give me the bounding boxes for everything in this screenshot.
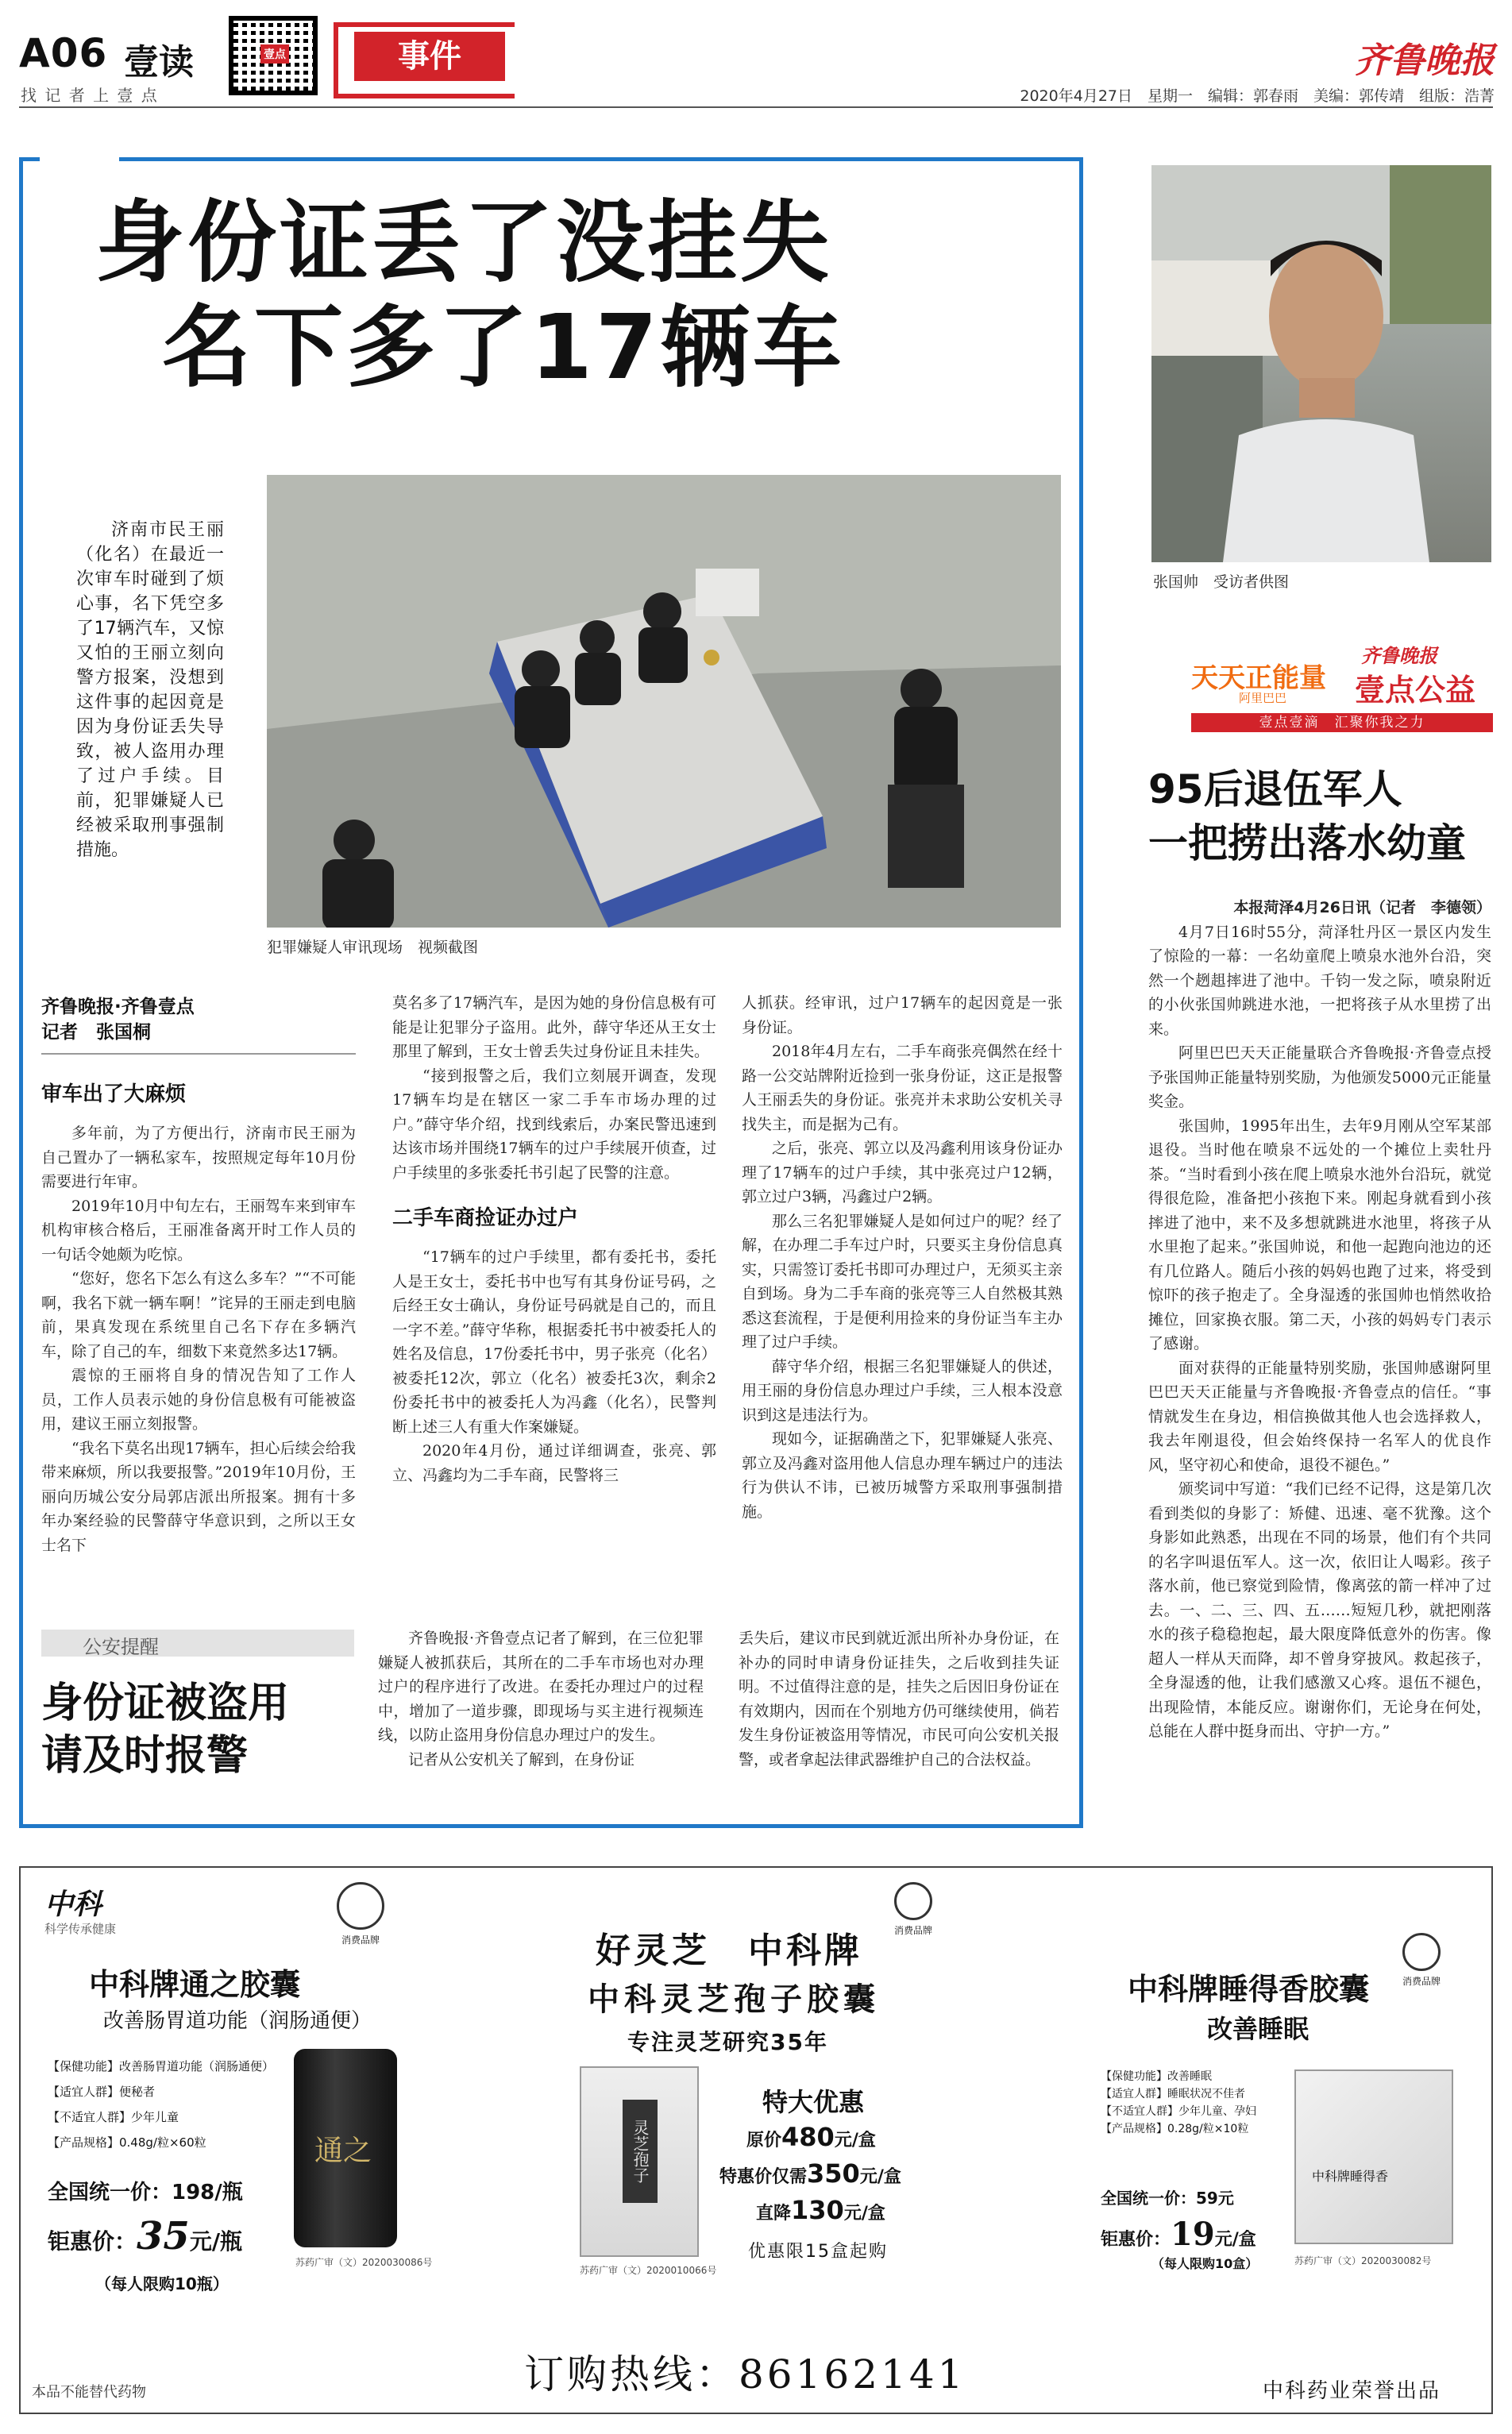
ad1-limit: （每人限购10瓶） <box>95 2274 229 2293</box>
ad3-price: 全国统一价：59元 <box>1101 2189 1234 2208</box>
spec-line: 【适宜人群】便秘者 <box>48 2085 156 2099</box>
byline-paper: 齐鲁晚报·齐鲁壹点 <box>41 997 195 1017</box>
sidebar-photo-caption: 张国帅 受访者供图 <box>1153 573 1290 591</box>
ad1-bottle-label: 通之 <box>314 2135 372 2167</box>
spec-line: 【不适宜人群】少年儿童 <box>48 2110 179 2124</box>
spec-line: 【保健功能】改善肠胃道功能（润肠通便） <box>48 2059 275 2073</box>
paragraph: “17辆车的过户手续里，都有委托书，委托人是王女士，委托书中也写有其身份证号码，之后经王女士确认，身份证号码就是自己的，而且一字不差。”薛守华称，根据委托书中被委托人的姓名及信息，17份委托书中，男子张亮（化名）被委托12次，郭立（化名）被委托3次，剩余2份委托书中的被委托人为冯鑫（化名），民警判断上述三人有重大作案嫌疑。 <box>392 1248 716 1436</box>
ad-product-1[interactable] <box>32 1882 524 2390</box>
price-unit: 元/盒 <box>834 2131 876 2150</box>
spec-line: 【适宜人群】睡眠状况不佳者 <box>1101 2088 1245 2100</box>
paragraph: 丢失后，建议市民到就近派出所补办身份证，在补办的同时申请身份证挂失，之后收到挂失证明。不过值得注意的是，挂失之后因旧身份证在有效期内，因而在个别地方仍可继续使用，倘若发生身份证被盗用等情况，市民可向公安机关报警，或者拿起法律武器维护自己的合法权益。 <box>739 1630 1059 1769</box>
logo-slogan: 壹点壹滴 汇聚你我之力 <box>1191 713 1493 732</box>
tip-title-line2: 请及时报警 <box>41 1732 249 1780</box>
paragraph: 那么三名犯罪嫌疑人是如何过户的呢？经了解，在办理二手车过户时，只要买主身份信息真实，只需签订委托书即可办理过户，无须买主亲自到场。身为二手车商的张亮等三人自然极其熟悉这套流程，于是便利用捡来的身份证当车主办理了过户手续。 <box>742 1212 1063 1351</box>
price-label: 原价 <box>746 2131 782 2150</box>
spec-line: 【不适宜人群】少年儿童、孕妇 <box>1101 2105 1256 2118</box>
paragraph: “您好，您名下怎么有这么多车？”“不可能啊，我名下就一辆车啊！”诧异的王丽走到电脑前，果真发现在系统里自己名下存在多辆汽车，除了自己的车，细数下来竟然多达17辆。 <box>41 1270 356 1360</box>
paragraph: 2018年4月左右，二手车商张亮偶然在经十路一公交站牌附近捡到一张身份证，这正是报警人王丽丢失的身份证。张亮并未求助公安机关寻找失主，而是据为己有。 <box>742 1043 1063 1133</box>
byline-reporter: 记者 张国桐 <box>41 1022 151 1043</box>
ad2-limit: 优惠限15盒起购 <box>748 2242 888 2262</box>
paragraph: 2020年4月份，通过详细调查，张亮、郭立、冯鑫均为二手车商，民警将三 <box>392 1442 716 1484</box>
ad2-price-1 <box>746 2122 876 2152</box>
ad-disclaimer: 本品不能替代药物 <box>32 2384 146 2401</box>
ad2-box-label: 灵芝孢子 <box>623 2100 658 2203</box>
charity-logo <box>1191 640 1493 732</box>
price-label: 直降 <box>756 2204 792 2224</box>
ad-maker: 中科药业荣誉出品 <box>1263 2379 1441 2403</box>
lead-summary: 济南市民王丽（化名）在最近一次审车时碰到了烦心事，名下凭空多了17辆汽车，又惊又怕的王丽立刻向警方报案，没想到这件事的起因竟是因为身份证丢失导致，被人盗用办理了过户手续。目前，犯罪嫌疑人已经被采取刑事强制措施。 <box>76 520 224 860</box>
masthead-sub: 找 记 者 上 壹 点 <box>21 86 159 105</box>
ad2-badge <box>894 1882 932 1920</box>
paragraph: 现如今，证据确凿之下，犯罪嫌疑人张亮、郭立及冯鑫对盗用他人信息办理车辆过户的违法行为供认不讳，已被历城警方采取刑事强制措施。 <box>742 1430 1063 1521</box>
paragraph: “我名下莫名出现17辆车，担心后续会给我带来麻烦，所以我要报警。”2019年10月份，王丽向历城公安分局郭店派出所报案。拥有十多年办案经验的民警薛守华意识到，之所以王女士名下 <box>41 1439 356 1554</box>
ad3-badge-label: 消费品牌 <box>1402 1976 1441 1987</box>
paragraph: 阿里巴巴天天正能量联合齐鲁晚报·齐鲁壹点授予张国帅正能量特别奖励，为他颁发5000元正能量奖金。 <box>1148 1044 1491 1110</box>
sidebar-body <box>1148 896 1491 1849</box>
tip-label: 公安提醒 <box>83 1636 159 1658</box>
subhead-2: 二手车商捡证办过户 <box>392 1206 579 1230</box>
logo-paper: 齐鲁晚报 <box>1361 644 1437 667</box>
byline-rule <box>41 1053 356 1055</box>
tag-frame-top <box>334 22 515 27</box>
ad1-price: 全国统一价：198/瓶 <box>48 2181 243 2204</box>
masthead-rule <box>19 106 1493 108</box>
sidebar-title <box>1148 762 1466 870</box>
paragraph: 人抓获。经审讯，过户17辆车的起因竟是一张身份证。 <box>742 994 1063 1036</box>
ad1-deal-label: 钜惠价： <box>48 2228 137 2255</box>
price-label: 特惠价仅需 <box>719 2167 808 2187</box>
page-number: A06 <box>19 30 108 76</box>
ad2-title2: 中科灵芝孢子胶囊 <box>588 1981 880 2018</box>
ad1-specs <box>48 2054 274 2155</box>
ad1-badge <box>337 1882 384 1930</box>
lead-column-1 <box>41 1063 356 1603</box>
ad3-limit: （每人限购10盒） <box>1151 2256 1259 2271</box>
paragraph: “接到报警之后，我们立刻展开调查，发现17辆车均是在辖区一家二手车市场办理的过户。”薛守华介绍，找到线索后，办案民警迅速到达该市场并围绕17辆车的过户手续展开侦查，过户手续里的多张委托书引起了民警的注意。 <box>392 1067 716 1182</box>
paper-logo: 齐鲁晚报 <box>1355 41 1495 81</box>
order-hotline[interactable]: 订购热线：86162141 <box>524 2351 966 2397</box>
ad-product-2[interactable] <box>548 1882 993 2295</box>
ad1-deal-price: 35 <box>137 2214 190 2258</box>
ad1-subtitle: 改善肠胃道功能（润肠通便） <box>103 2009 372 2033</box>
paragraph: 记者从公安机关了解到，在身份证 <box>408 1750 635 1769</box>
sidebar-title-line1: 95后退伍军人 <box>1148 766 1402 812</box>
tip-title <box>41 1677 289 1782</box>
price-unit: 元/盒 <box>843 2204 885 2224</box>
qr-caption: 壹点 <box>260 44 289 64</box>
ad2-price-2 <box>719 2158 901 2189</box>
paragraph: 4月7日16时55分，菏泽牡丹区一景区内发生了惊险的一幕：一名幼童爬上喷泉水池外台沿，突然一个趔趄摔进了池中。千钧一发之际，喷泉附近的小伙张国帅跳进水池，一把将孩子从水里捞了出来。 <box>1148 923 1491 1038</box>
ad3-badge <box>1402 1933 1441 1971</box>
ad3-box <box>1294 2069 1453 2244</box>
paragraph: 2019年10月中旬左右，王丽驾车来到审车机构审核合格后，王丽准备离开时工作人员的一句话令她颇为吃惊。 <box>41 1197 356 1263</box>
tip-column-2 <box>739 1626 1059 1817</box>
ad2-price-3 <box>756 2195 885 2225</box>
ad3-deal-label: 钜惠价： <box>1101 2230 1171 2250</box>
qr-code[interactable] <box>229 16 318 95</box>
ad1-title: 中科牌通之胶囊 <box>89 1967 301 2002</box>
date-line: 2020年4月27日 星期一 编辑：郭春雨 美编：郭传靖 组版：浩菁 <box>1020 87 1495 105</box>
logo-charity: 壹点公益 <box>1355 673 1476 708</box>
ad1-reg: 苏药广审（文）2020030086号 <box>295 2257 433 2268</box>
ad3-box-label: 中科牌睡得香 <box>1312 2169 1389 2184</box>
paragraph: 震惊的王丽将自身的情况告知了工作人员，工作人员表示她的身份信息极有可能被盗用，建议王丽立刻报警。 <box>41 1367 356 1433</box>
interrogation-scene-image <box>267 475 1061 928</box>
byline <box>41 994 195 1045</box>
paragraph: 张国帅，1995年出生，去年9月刚从空军某部退役。当时他在喷泉不远处的一个摊位上卖牡丹茶。“当时看到小孩在爬上喷泉水池外台沿玩，就觉得很危险，准备把小孩抱下来。刚起身就看到小孩摔进了池中，来不及多想就跳进水池里，将孩子从水里抱了起来。”张国帅说，和他一起跑向池边的还有几位路人。随后小孩的妈妈也跑了过来，将受到惊吓的孩子抱走了。全身湿透的张国帅也悄然收拾摊位，回家换衣服。第二天，小孩的妈妈专门表示了感谢。 <box>1148 1117 1491 1352</box>
ad3-reg: 苏药广审（文）2020030082号 <box>1294 2255 1432 2266</box>
ad3-title: 中科牌睡得香胶囊 <box>1128 1972 1370 2007</box>
ad1-brand-sub: 科学传承健康 <box>44 1922 117 1936</box>
price-unit: 元/盒 <box>859 2167 901 2187</box>
ad2-title1: 好灵芝 中科牌 <box>596 1931 862 1971</box>
spec-line: 【产品规格】0.48g/粒×60粒 <box>48 2135 206 2150</box>
ad3-subtitle: 改善睡眠 <box>1207 2014 1310 2044</box>
ad3-deal <box>1101 2216 1256 2253</box>
lead-title-line1: 身份证丢了没挂失 <box>95 191 832 295</box>
price-value: 350 <box>807 2158 860 2189</box>
lead-photo-caption: 犯罪嫌疑人审讯现场 视频截图 <box>267 939 479 956</box>
logo-positive-energy: 天天正能量 <box>1191 662 1326 694</box>
section-tag: 事件 <box>354 32 505 81</box>
ad3-specs <box>1101 2068 1256 2138</box>
ad1-bottle <box>294 2049 397 2247</box>
portrait-image <box>1151 165 1491 562</box>
sidebar-lead-line: 本报菏泽4月26日讯（记者 李德领） <box>1233 899 1491 916</box>
lead-title-line2: 名下多了17辆车 <box>162 296 845 399</box>
ad2-badge-label: 消费品牌 <box>893 1925 932 1936</box>
ad3-deal-unit: 元/盒 <box>1214 2230 1256 2250</box>
frame-top-gap <box>40 156 119 164</box>
lead-column-3 <box>742 991 1063 1603</box>
spec-line: 【保健功能】改善睡眠 <box>1101 2070 1212 2083</box>
paragraph: 颁奖词中写道：“我们已经不记得，这是第几次看到类似的身影了：矫健、迅速、毫不犹豫。这个身影如此熟悉，出现在不同的场景，他们有个共同的名字叫退伍军人。这一次，依旧让人喝彩。孩子落水前，他已察觉到险情，像离弦的箭一样冲了过去。一、二、三、四、五……短短几秒，就把刚落水的孩子稳稳抱起，最大限度降低意外的伤害。像超人一样从天而降，却不曾身穿披风。救起孩子，全身湿透的他，让我们感激又心疼。退伍不褪色，出现险情，本能反应。谢谢你们，无论身在何处，总能在人群中挺身而出、守护一方。” <box>1148 1480 1491 1740</box>
paragraph: 齐鲁晚报·齐鲁壹点记者了解到，在三位犯罪嫌疑人被抓获后，其所在的二手车市场也对办理过户的程序进行了改进。在委托办理过户的过程中，增加了一道步骤，即现场与买主进行视频连线，以防止盗用身份信息办理过户的发生。 <box>378 1630 704 1744</box>
ad1-deal-unit: 元/瓶 <box>189 2228 243 2255</box>
ad1-badge-label: 消费品牌 <box>341 1934 380 1946</box>
ad3-deal-price: 19 <box>1171 2216 1215 2253</box>
ad2-box <box>580 2066 699 2257</box>
price-value: 480 <box>781 2122 835 2152</box>
ad2-offer: 特大优惠 <box>762 2087 865 2117</box>
ad-product-3[interactable] <box>1032 1882 1485 2295</box>
price-value: 130 <box>791 2195 844 2225</box>
ad1-deal <box>48 2214 242 2258</box>
tip-column-1 <box>378 1626 704 1817</box>
paragraph: 莫名多了17辆汽车，是因为她的身份信息极有可能是让犯罪分子盗用。此外，薛守华还从王女士那里了解到，王女士曾丢失过身份证且未挂失。 <box>392 994 716 1060</box>
subhead-1: 审车出了大麻烦 <box>41 1082 187 1106</box>
lead-photo <box>267 475 1061 928</box>
ad1-brand: 中科 <box>44 1888 102 1921</box>
paragraph: 之后，张亮、郭立以及冯鑫利用该身份证办理了17辆车的过户手续，其中张亮过户12辆，郭立过户3辆，冯鑫过户2辆。 <box>742 1140 1063 1205</box>
ad2-reg: 苏药广审（文）2020010066号 <box>580 2265 717 2276</box>
section-name: 壹读 <box>124 42 194 83</box>
sidebar-photo <box>1151 165 1491 562</box>
tip-title-line1: 身份证被盗用 <box>41 1680 290 1727</box>
ad2-title3: 专注灵芝研究35年 <box>627 2029 828 2055</box>
paragraph: 薛守华介绍，根据三名犯罪嫌疑人的供述，用王丽的身份信息办理过户手续，三人根本没意识到这是违法行为。 <box>742 1357 1063 1424</box>
lead-title <box>95 191 1001 400</box>
paragraph: 多年前，为了方便出行，济南市民王丽为自己置办了一辆私家车，按照规定每年10月份需要进行年审。 <box>41 1124 356 1190</box>
paragraph: 面对获得的正能量特别奖励，张国帅感谢阿里巴巴天天正能量与齐鲁晚报·齐鲁壹点的信任。“事情就发生在身边，相信换做其他人也会选择救人，我去年刚退役，但会始终保持一名军人的优良作风，坚守初心和使命，退役不褪色。” <box>1148 1359 1491 1474</box>
lead-column-2 <box>392 991 716 1603</box>
sidebar-title-line2: 一把捞出落水幼童 <box>1148 820 1466 866</box>
spec-line: 【产品规格】0.28g/粒×10粒 <box>1101 2123 1249 2135</box>
logo-alibaba: 阿里巴巴 <box>1239 691 1287 705</box>
